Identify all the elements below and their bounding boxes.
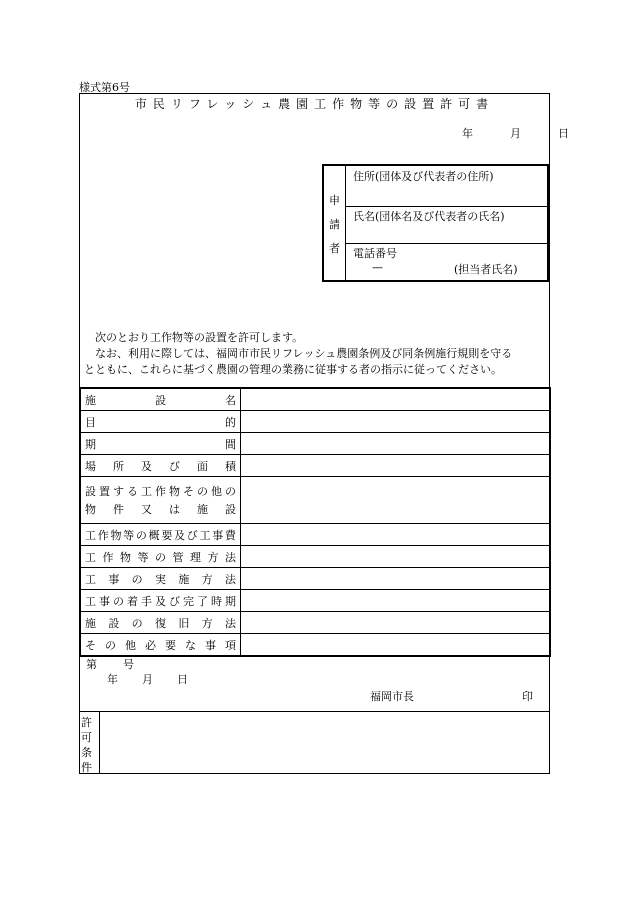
row-label-text: そ の 他 必 要 な 事 項 — [85, 638, 236, 652]
conditions-label-char: 許 — [81, 716, 92, 729]
table-row — [80, 590, 550, 612]
row-label — [80, 411, 241, 433]
table-row — [80, 455, 550, 477]
issuer-title: 福岡市長 — [370, 690, 414, 703]
body-paragraph-1: 次のとおり工作物等の設置を許可します。 — [95, 331, 304, 344]
seal-mark: 印 — [522, 690, 533, 703]
permit-conditions-field[interactable] — [79, 711, 550, 774]
table-row — [80, 634, 550, 657]
body-paragraph-2: なお、利用に際しては、福岡市市民リフレッシュ農園条例及び同条例施行規則を守る — [95, 347, 513, 360]
form-number: 様式第6号 — [79, 81, 130, 94]
row-label — [80, 568, 241, 590]
row-label-text: 目 的 — [85, 415, 236, 429]
row-value-field[interactable] — [241, 388, 551, 411]
applicant-label-char: 請 — [329, 218, 340, 231]
row-label-text: 工 作 物 等 の 管 理 方 法 — [85, 550, 236, 564]
table-row — [80, 546, 550, 568]
row-value-field[interactable] — [241, 546, 551, 568]
permit-details-table — [79, 387, 551, 657]
conditions-label-char: 可 — [81, 731, 92, 744]
row-label — [80, 433, 241, 455]
row-label-text: 工 事 の 実 施 方 法 — [85, 572, 236, 586]
row-label-text: 期 間 — [85, 437, 236, 451]
conditions-label-char: 条 — [81, 746, 92, 759]
row-label — [80, 612, 241, 634]
permit-conditions-label — [79, 711, 100, 774]
contact-name-label: (担当者氏名) — [454, 263, 518, 276]
row-label — [80, 477, 241, 524]
applicant-box — [322, 164, 549, 282]
row-label — [80, 455, 241, 477]
row-value-field[interactable] — [241, 590, 551, 612]
date-day-unit: 日 — [558, 127, 569, 140]
applicant-name-label: 氏名(団体名及び代表者の氏名) — [353, 210, 505, 223]
applicant-address-label: 住所(団体及び代表者の住所) — [353, 170, 494, 183]
row-value-field[interactable] — [241, 634, 551, 657]
applicant-name-field[interactable] — [346, 206, 547, 244]
row-value-field[interactable] — [241, 455, 551, 477]
row-label — [80, 388, 241, 411]
applicant-label — [324, 166, 346, 280]
row-label — [80, 524, 241, 546]
row-value-field[interactable] — [241, 612, 551, 634]
table-row — [80, 612, 550, 634]
row-value-field[interactable] — [241, 477, 551, 524]
table-row — [80, 568, 550, 590]
conditions-label-char: 件 — [81, 761, 92, 774]
row-value-field[interactable] — [241, 524, 551, 546]
applicant-label-char: 申 — [329, 194, 340, 207]
phone-dash: — — [372, 261, 383, 274]
row-value-field[interactable] — [241, 568, 551, 590]
row-label — [80, 546, 241, 568]
table-row — [80, 477, 550, 524]
table-row — [80, 524, 550, 546]
issuance-date-year: 年 — [107, 673, 118, 686]
row-label-text: 施 設 名 — [85, 393, 236, 407]
applicant-address-field[interactable] — [346, 166, 547, 207]
row-value-field[interactable] — [241, 411, 551, 433]
row-label-text: 施 設 の 復 旧 方 法 — [85, 616, 236, 630]
row-label — [80, 634, 241, 657]
application-date — [462, 125, 569, 141]
form-title: 市民リフレッシュ農園工作物等の設置許可書 — [134, 97, 495, 111]
row-label-text: 工 事 の 着 手 及 び 完 了 時 期 — [85, 594, 236, 608]
issuance-date — [107, 671, 188, 687]
issuance-number-suffix: 号 — [123, 658, 134, 671]
issuance-number — [86, 656, 134, 672]
issuance-date-day: 日 — [177, 673, 188, 686]
row-label-text: 場 所 及 び 面 積 — [85, 459, 236, 473]
row-label-text: 設 置 す る 工 作 物 そ の 他 の — [85, 485, 236, 498]
row-label — [80, 590, 241, 612]
issuance-date-month: 月 — [142, 673, 153, 686]
table-row — [80, 411, 550, 433]
row-value-field[interactable] — [241, 433, 551, 455]
applicant-phone-label: 電話番号 — [353, 247, 397, 260]
table-row — [80, 433, 550, 455]
issuance-number-prefix: 第 — [86, 658, 97, 671]
row-label-text: 物 件 又 は 施 設 — [85, 503, 236, 516]
date-year-unit: 年 — [462, 127, 473, 140]
body-paragraph-3: とともに、これらに基づく農園の管理の業務に従事する者の指示に従ってください。 — [84, 363, 502, 376]
table-row — [80, 388, 550, 411]
row-label-text: 工 作 物 等 の 概 要 及 び 工 事 費 — [85, 528, 236, 542]
applicant-label-char: 者 — [329, 242, 340, 255]
applicant-phone-field[interactable] — [346, 243, 547, 280]
date-month-unit: 月 — [510, 127, 521, 140]
